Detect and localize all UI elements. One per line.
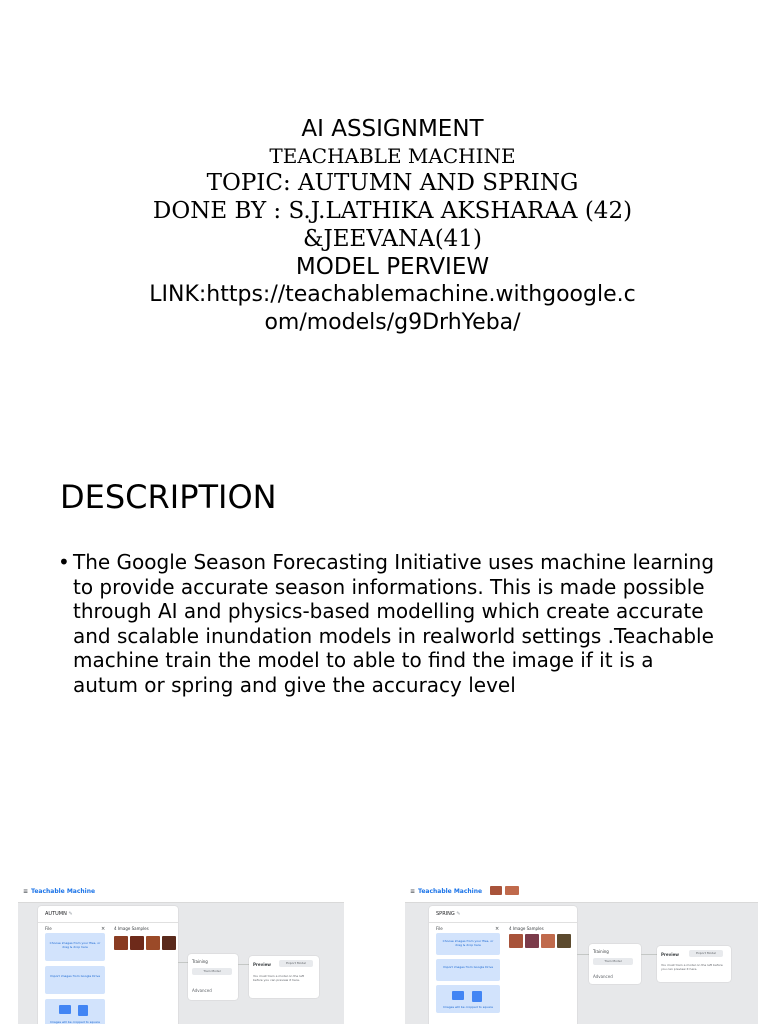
connector-line	[238, 964, 249, 965]
model-link-line-1[interactable]: LINK:https://teachablemachine.withgoogle.c	[149, 282, 636, 307]
menu-icon[interactable]: ≡	[23, 888, 29, 895]
webcam-tile[interactable]	[436, 985, 500, 1013]
preview-card	[249, 956, 319, 998]
sample-thumbnail	[525, 934, 539, 948]
description-bullet	[58, 550, 718, 697]
authors-line: DONE BY : S.J.LATHIKA AKSHARAA (42)	[152, 198, 633, 224]
drive-text: Import images from Google Drive	[442, 965, 494, 969]
divider	[38, 922, 178, 923]
drive-tile[interactable]	[436, 959, 500, 981]
sample-thumbnail	[162, 936, 176, 950]
preview-note: You must train a model on the left before you can preview it here.	[661, 963, 723, 971]
advanced-toggle[interactable]: Advanced	[593, 974, 613, 979]
app-title-text: Teachable Machine	[31, 888, 96, 895]
screenshot-spring	[405, 884, 758, 1024]
model-preview-label: MODEL PERVIEW	[295, 254, 490, 280]
webcam-icon	[59, 1005, 71, 1014]
sample-thumbnail	[146, 936, 160, 950]
samples-label: 4 Image Samples	[114, 926, 149, 931]
sample-thumbnail	[114, 936, 128, 950]
connector-line	[178, 962, 188, 963]
training-card	[188, 954, 238, 1000]
advanced-toggle[interactable]: Advanced	[192, 988, 212, 993]
edit-icon[interactable]: ✎	[456, 911, 461, 917]
close-icon[interactable]: ×	[495, 926, 500, 932]
app-title	[23, 888, 95, 895]
crop-note: Images will be cropped to square	[50, 1020, 100, 1024]
class-name[interactable]: SPRING ✎	[436, 911, 461, 917]
menu-icon[interactable]: ≡	[410, 888, 416, 895]
phone-icon	[472, 991, 482, 1002]
authors-line-2: &JEEVANA(41)	[303, 226, 482, 252]
upload-text: Choose images from your files, or drag & drop here	[49, 941, 101, 949]
sample-thumbnail	[505, 886, 519, 895]
file-label: File	[45, 926, 52, 931]
sample-thumbnail	[509, 934, 523, 948]
sample-thumbnail	[557, 934, 571, 948]
webcam-tile[interactable]	[45, 999, 105, 1024]
train-model-button[interactable]: Train Model	[192, 968, 232, 975]
preview-note: You must train a model on the left before you can preview it here.	[253, 974, 305, 982]
title-block	[80, 115, 705, 337]
phone-icon	[78, 1005, 88, 1016]
description-text: The Google Season Forecasting Initiative uses machine learning to provide accurate season informations. This is made possible through AI and physics-based modelling which create accurate and scalable inundation models in realworld settings .Teachable machine train the model to able to find the image if it is a autum or spring and give the accuracy level	[73, 550, 715, 697]
samples-label: 4 Image Samples	[509, 926, 544, 931]
sample-thumbnail	[130, 936, 144, 950]
class-card	[429, 906, 577, 1024]
assignment-title: AI ASSIGNMENT	[301, 116, 484, 142]
train-model-button[interactable]: Train Model	[593, 958, 633, 965]
app-topbar	[18, 884, 344, 903]
screenshot-autumn	[18, 884, 344, 1024]
connector-line	[641, 954, 657, 955]
connector-line	[577, 954, 589, 955]
upload-tile[interactable]	[45, 933, 105, 961]
file-label: File	[436, 926, 443, 931]
upload-text: Choose images from your files, or drag & drop here	[442, 939, 494, 947]
training-label: Training	[593, 949, 609, 954]
preview-label: Preview	[661, 952, 680, 957]
model-link-line-2[interactable]: om/models/g9DrhYeba/	[264, 310, 521, 335]
close-icon[interactable]: ×	[101, 926, 106, 932]
class-name[interactable]: AUTUMN ✎	[45, 911, 73, 917]
app-topbar	[405, 884, 758, 903]
crop-note: Images will be cropped to square	[443, 1005, 493, 1009]
divider	[429, 922, 577, 923]
subtitle: TEACHABLE MACHINE	[269, 144, 516, 168]
upload-tile[interactable]	[436, 933, 500, 955]
webcam-icon	[452, 991, 464, 1000]
class-card	[38, 906, 178, 1024]
export-model-button[interactable]: Export Model	[689, 950, 723, 957]
app-title-text: Teachable Machine	[418, 888, 483, 895]
drive-tile[interactable]	[45, 966, 105, 994]
sample-thumbnail	[541, 934, 555, 948]
bullet-dot: •	[58, 550, 70, 574]
training-label: Training	[192, 959, 208, 964]
preview-card	[657, 946, 731, 982]
edit-icon[interactable]: ✎	[68, 911, 73, 917]
drive-text: Import images from Google Drive	[49, 974, 101, 978]
sample-thumbnail	[490, 886, 502, 895]
training-card	[589, 944, 641, 984]
topic-line: TOPIC: AUTUMN AND SPRING	[206, 170, 579, 196]
preview-label: Preview	[253, 962, 272, 967]
description-heading: DESCRIPTION	[60, 478, 277, 516]
export-model-button[interactable]: Export Model	[279, 960, 313, 967]
app-title	[410, 888, 482, 895]
